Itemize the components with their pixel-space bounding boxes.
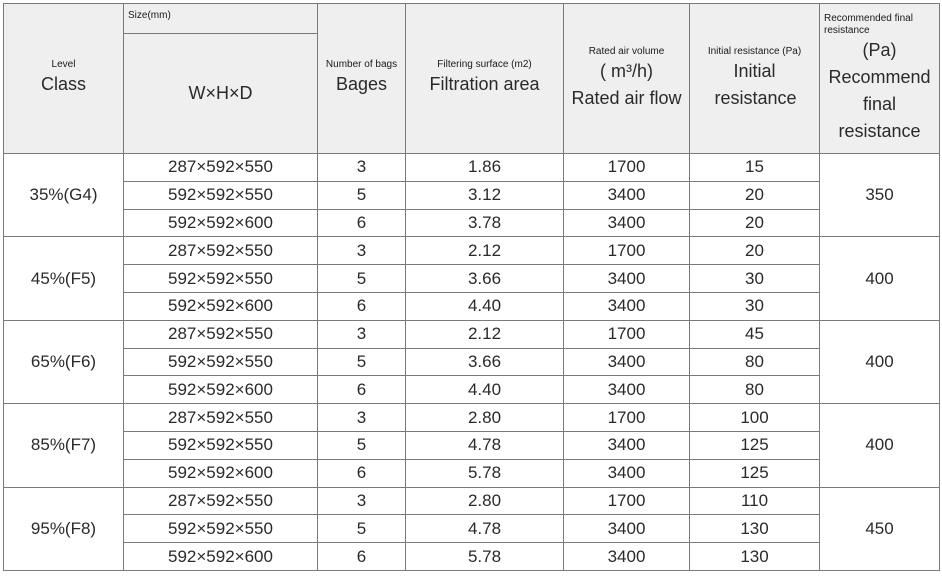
unit-label: ( m³/h) bbox=[600, 60, 653, 81]
airflow-cell: 1700 bbox=[564, 320, 690, 348]
header-final-resistance bbox=[820, 4, 940, 154]
area-cell: 3.66 bbox=[406, 348, 564, 376]
initial-resistance-cell: 110 bbox=[690, 487, 820, 515]
init-res-big-label: Initial resistance bbox=[714, 60, 797, 108]
area-cell: 2.12 bbox=[406, 320, 564, 348]
final-resistance-cell: 400 bbox=[820, 404, 940, 487]
initial-resistance-cell: 30 bbox=[690, 265, 820, 293]
area-cell: 2.80 bbox=[406, 487, 564, 515]
header-size bbox=[124, 4, 318, 34]
rated-flow-label: Rated air flow bbox=[571, 87, 682, 108]
table-row bbox=[4, 459, 940, 487]
airflow-cell: 3400 bbox=[564, 376, 690, 404]
table-row bbox=[4, 487, 940, 515]
size-cell: 592×592×550 bbox=[124, 515, 318, 543]
airflow-cell: 3400 bbox=[564, 543, 690, 571]
size-cell: 287×592×550 bbox=[124, 154, 318, 182]
area-cell: 2.12 bbox=[406, 237, 564, 265]
initial-resistance-cell: 100 bbox=[690, 404, 820, 432]
bags-cell: 3 bbox=[318, 237, 406, 265]
bags-cell: 6 bbox=[318, 543, 406, 571]
table-row bbox=[4, 265, 940, 293]
table-row bbox=[4, 543, 940, 571]
initial-resistance-cell: 80 bbox=[690, 348, 820, 376]
airflow-cell: 3400 bbox=[564, 459, 690, 487]
size-cell: 592×592×600 bbox=[124, 543, 318, 571]
initial-resistance-cell: 125 bbox=[690, 431, 820, 459]
header-whd bbox=[124, 34, 318, 154]
table-row bbox=[4, 181, 940, 209]
area-cell: 5.78 bbox=[406, 543, 564, 571]
final-resistance-cell: 400 bbox=[820, 320, 940, 403]
airflow-cell: 3400 bbox=[564, 515, 690, 543]
initial-resistance-cell: 80 bbox=[690, 376, 820, 404]
table-row bbox=[4, 237, 940, 265]
bags-cell: 6 bbox=[318, 292, 406, 320]
bags-cell: 5 bbox=[318, 431, 406, 459]
header-bags bbox=[318, 4, 406, 154]
initial-resistance-cell: 130 bbox=[690, 515, 820, 543]
num-bags-label: Number of bags bbox=[325, 59, 398, 70]
area-cell: 1.86 bbox=[406, 154, 564, 182]
class-label: Class bbox=[40, 74, 86, 94]
airflow-cell: 3400 bbox=[564, 209, 690, 237]
area-cell: 3.66 bbox=[406, 265, 564, 293]
final-resistance-cell: 350 bbox=[820, 154, 940, 237]
bags-cell: 3 bbox=[318, 404, 406, 432]
bages-label: Bages bbox=[335, 74, 388, 94]
airflow-cell: 1700 bbox=[564, 404, 690, 432]
airflow-cell: 1700 bbox=[564, 487, 690, 515]
rated-volume-label: Rated air volume bbox=[588, 45, 665, 57]
initial-resistance-cell: 20 bbox=[690, 181, 820, 209]
table-row bbox=[4, 431, 940, 459]
class-cell: 45%(F5) bbox=[4, 237, 124, 320]
bags-cell: 5 bbox=[318, 515, 406, 543]
size-cell: 592×592×550 bbox=[124, 265, 318, 293]
pa-label: (Pa) bbox=[862, 39, 897, 60]
level-label: Level bbox=[51, 59, 76, 70]
airflow-cell: 3400 bbox=[564, 265, 690, 293]
table-row bbox=[4, 320, 940, 348]
initial-resistance-cell: 20 bbox=[690, 237, 820, 265]
bags-cell: 6 bbox=[318, 459, 406, 487]
table-row bbox=[4, 154, 940, 182]
size-label: Size(mm) bbox=[128, 10, 171, 21]
size-cell: 287×592×550 bbox=[124, 404, 318, 432]
filt-surface-label: Filtering surface (m2) bbox=[437, 59, 532, 70]
initial-resistance-cell: 45 bbox=[690, 320, 820, 348]
airflow-cell: 1700 bbox=[564, 237, 690, 265]
class-cell: 35%(G4) bbox=[4, 154, 124, 237]
initial-resistance-cell: 20 bbox=[690, 209, 820, 237]
area-cell: 2.80 bbox=[406, 404, 564, 432]
filter-spec-table bbox=[3, 3, 940, 571]
filt-area-label: Filtration area bbox=[429, 74, 540, 94]
bags-cell: 6 bbox=[318, 209, 406, 237]
airflow-cell: 3400 bbox=[564, 348, 690, 376]
table-row bbox=[4, 209, 940, 237]
airflow-cell: 3400 bbox=[564, 431, 690, 459]
table-row bbox=[4, 404, 940, 432]
bags-cell: 3 bbox=[318, 154, 406, 182]
bags-cell: 5 bbox=[318, 181, 406, 209]
area-cell: 3.12 bbox=[406, 181, 564, 209]
init-res-small-label: Initial resistance (Pa) bbox=[707, 45, 802, 57]
airflow-cell: 1700 bbox=[564, 154, 690, 182]
bags-cell: 3 bbox=[318, 487, 406, 515]
area-cell: 3.78 bbox=[406, 209, 564, 237]
table-row bbox=[4, 376, 940, 404]
area-cell: 4.40 bbox=[406, 376, 564, 404]
class-cell: 85%(F7) bbox=[4, 404, 124, 487]
bags-cell: 5 bbox=[318, 265, 406, 293]
header-class bbox=[4, 4, 124, 154]
final-resistance-cell: 450 bbox=[820, 487, 940, 570]
size-cell: 592×592×550 bbox=[124, 181, 318, 209]
size-cell: 592×592×600 bbox=[124, 209, 318, 237]
size-cell: 592×592×550 bbox=[124, 431, 318, 459]
size-cell: 287×592×550 bbox=[124, 487, 318, 515]
size-cell: 287×592×550 bbox=[124, 320, 318, 348]
table-row bbox=[4, 515, 940, 543]
size-cell: 592×592×600 bbox=[124, 376, 318, 404]
size-cell: 592×592×600 bbox=[124, 292, 318, 320]
initial-resistance-cell: 125 bbox=[690, 459, 820, 487]
final-resistance-cell: 400 bbox=[820, 237, 940, 320]
rec-small-label: Recommended final resistance bbox=[824, 12, 913, 36]
area-cell: 4.78 bbox=[406, 431, 564, 459]
table-header bbox=[4, 4, 940, 154]
size-cell: 592×592×550 bbox=[124, 348, 318, 376]
airflow-cell: 3400 bbox=[564, 292, 690, 320]
bags-cell: 3 bbox=[318, 320, 406, 348]
area-cell: 5.78 bbox=[406, 459, 564, 487]
table-row bbox=[4, 292, 940, 320]
class-cell: 65%(F6) bbox=[4, 320, 124, 403]
bags-cell: 5 bbox=[318, 348, 406, 376]
initial-resistance-cell: 15 bbox=[690, 154, 820, 182]
area-cell: 4.40 bbox=[406, 292, 564, 320]
size-cell: 592×592×600 bbox=[124, 459, 318, 487]
table-row bbox=[4, 348, 940, 376]
size-cell: 287×592×550 bbox=[124, 237, 318, 265]
bags-cell: 6 bbox=[318, 376, 406, 404]
airflow-cell: 3400 bbox=[564, 181, 690, 209]
whd-label: W×H×D bbox=[188, 83, 253, 103]
header-airflow bbox=[564, 4, 690, 154]
table-body bbox=[4, 154, 940, 571]
initial-resistance-cell: 30 bbox=[690, 292, 820, 320]
class-cell: 95%(F8) bbox=[4, 487, 124, 570]
initial-resistance-cell: 130 bbox=[690, 543, 820, 571]
header-initial-resistance bbox=[690, 4, 820, 154]
area-cell: 4.78 bbox=[406, 515, 564, 543]
rec-big-label: Recommend final resistance bbox=[828, 66, 931, 141]
header-filtration bbox=[406, 4, 564, 154]
